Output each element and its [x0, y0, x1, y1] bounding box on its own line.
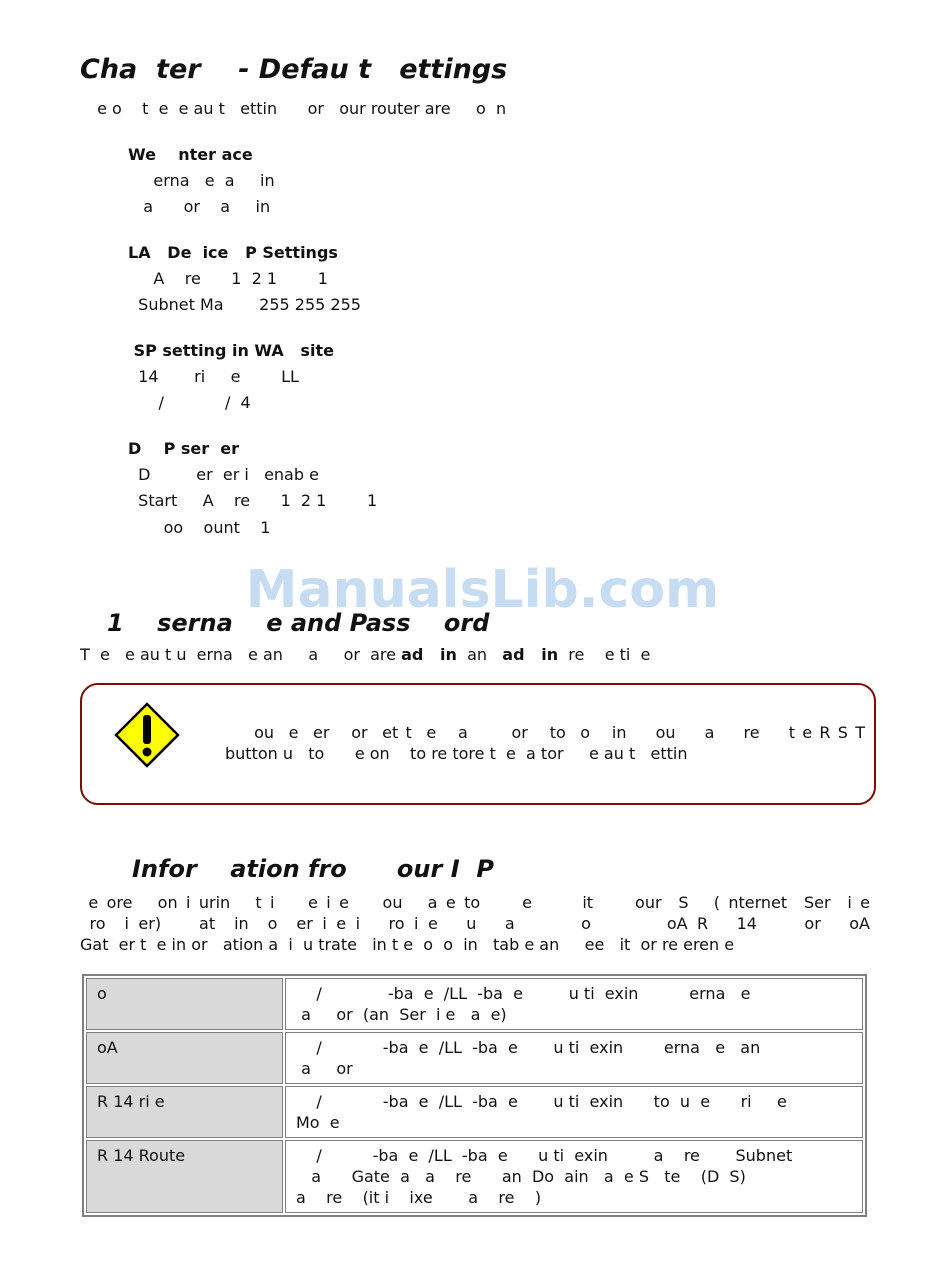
username-text: [80, 645, 650, 665]
reset-note-box: [80, 683, 876, 805]
cell-line: / -ba e /LL -ba e u ti exin a re Subnet: [296, 1146, 793, 1165]
table-row: [86, 1086, 863, 1138]
note-line: ou e er or et t e a or to o in ou a re t e R S T: [225, 723, 865, 742]
dhcp-heading: D P ser er: [128, 439, 240, 458]
web-interface-heading: We nter ace: [128, 145, 253, 164]
table-cell-label: oA: [86, 1032, 283, 1084]
table-row: [86, 978, 863, 1030]
table-cell-value: [285, 1032, 863, 1084]
isp-info-paragraph: [80, 892, 870, 955]
default-password: ad in: [502, 645, 559, 664]
web-interface-line: a or a in: [128, 197, 271, 216]
cell-line: / -ba e /LL -ba e u ti exin erna e an: [296, 1038, 761, 1057]
table-cell-label: o: [86, 978, 283, 1030]
table-cell-value: [285, 1086, 863, 1138]
isp-wan-line: 14 ri e LL: [128, 367, 299, 386]
isp-info-table: [82, 974, 867, 1217]
para-line: Gat er t e in or ation a i u trate in t e o o in tab e an ee it or re eren e: [80, 935, 735, 954]
chapter-title: Cha ter - Defau t ettings: [80, 54, 508, 85]
cell-line: a re (it i ixe a re ): [296, 1188, 542, 1207]
note-line: button u to e on to re tore t e a tor e au t ettin: [225, 744, 688, 763]
cell-line: a Gate a a re an Do ain a e S te (D S): [296, 1167, 746, 1186]
username-text-part: T e e au t u erna e an a or are: [80, 645, 402, 664]
dhcp-line: oo ount 1: [128, 518, 271, 537]
table-cell-label: R 14 Route: [86, 1140, 283, 1213]
username-text-part: an: [456, 645, 503, 664]
cell-line: / -ba e /LL -ba e u ti exin to u e ri e: [296, 1092, 787, 1111]
cell-line: Mo e: [296, 1113, 340, 1132]
para-line: e ore on i urin t i e i e ou a e to e it our S ( nternet Ser i e: [80, 893, 870, 912]
default-username: ad in: [401, 645, 457, 664]
para-line: ro i er) at in o er i e i ro i e u a o oA R 14 or oA: [80, 914, 870, 933]
intro-text: e o t e e au t ettin or our router are o n: [92, 99, 507, 118]
isp-info-heading: Infor ation fro our I P: [132, 855, 494, 883]
reset-note-text: [225, 722, 865, 764]
web-interface-line: erna e a in: [128, 171, 275, 190]
isp-wan-line: / / 4: [128, 393, 251, 412]
table-row: [86, 1032, 863, 1084]
dhcp-line: Start A re 1 2 1 1: [128, 491, 378, 510]
table-cell-value: [285, 1140, 863, 1213]
table-cell-value: [285, 978, 863, 1030]
cell-line: / -ba e /LL -ba e u ti exin erna e: [296, 984, 751, 1003]
lan-settings-line: A re 1 2 1 1: [128, 269, 328, 288]
username-text-part: re e ti e: [558, 645, 651, 664]
lan-settings-heading: LA De ice P Settings: [128, 243, 338, 262]
cell-line: a or (an Ser i e a e): [296, 1005, 507, 1024]
table-row: [86, 1140, 863, 1213]
dhcp-line: D er er i enab e: [128, 465, 319, 484]
watermark: ManualsLib.com: [245, 560, 720, 620]
cell-line: a or: [296, 1059, 353, 1078]
warning-icon: [114, 702, 180, 768]
table-cell-label: R 14 ri e: [86, 1086, 283, 1138]
lan-settings-line: Subnet Ma 255 255 255: [128, 295, 361, 314]
isp-wan-heading: SP setting in WA site: [128, 341, 334, 360]
username-heading: 1 serna e and Pass ord: [107, 609, 490, 637]
